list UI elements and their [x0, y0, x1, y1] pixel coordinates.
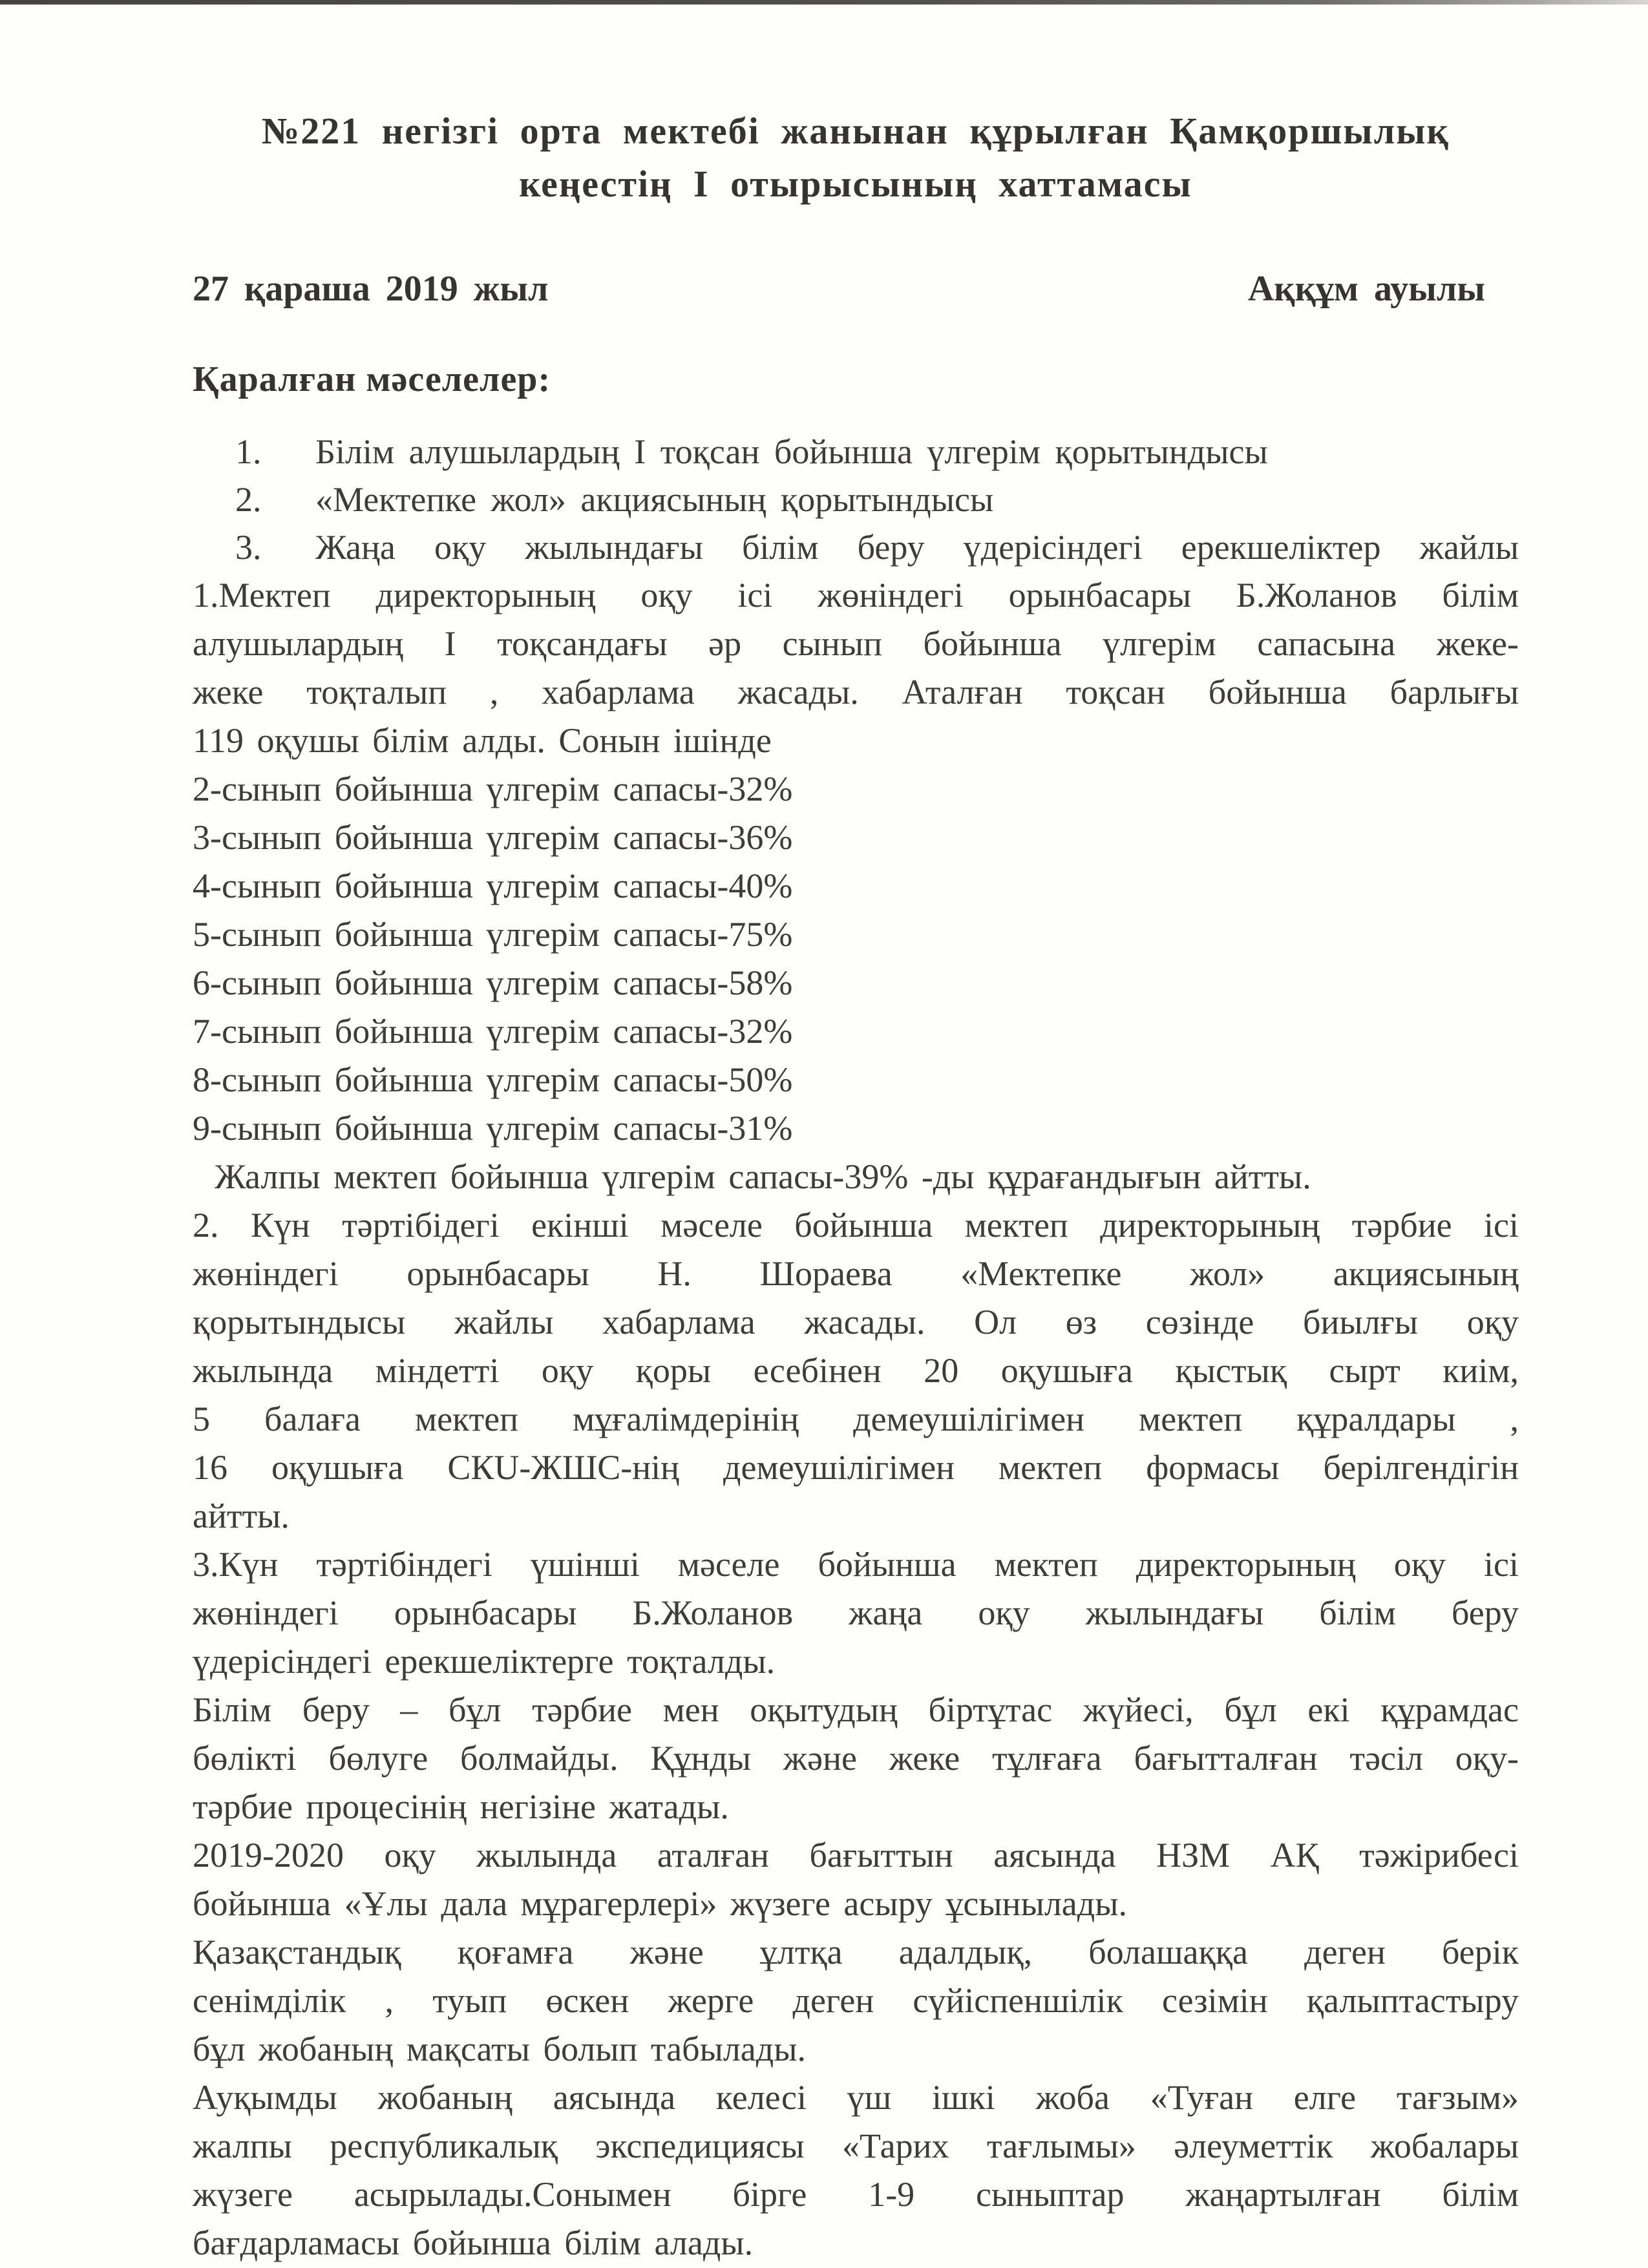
agenda-item: [193, 428, 1519, 476]
text-line: 1.Мектеп директорының оқу ісі жөніндегі орынбасары Б.Жоланов білім: [193, 576, 1519, 614]
text-line: Қазақстандық қоғамға және ұлтқа адалдық, болашаққа деген берік: [193, 1933, 1519, 1971]
text-line: 3.Күн тәртібіндегі үшінші мәселе бойынша мектеп директорының оқу ісі: [193, 1545, 1519, 1584]
scanned-document-page: [193, 0, 1519, 2267]
text-line: Жалпы мектеп бойынша үлгерім сапасы-39% -ды құрағандығын айтты.: [215, 1157, 1311, 1196]
agenda-item-text: Жаңа оқу жылындағы білім беру үдерісіндегі ерекшеліктер жайлы: [315, 528, 1519, 567]
text-line: жылында міндетті оқу қоры есебінен 20 оқушыға қыстық сырт киім,: [193, 1351, 1519, 1390]
text-line: айтты.: [193, 1496, 290, 1535]
document-title: [193, 105, 1519, 211]
text-line: 16 оқушыға СКU-ЖШС-нің демеушілігімен мектеп формасы берілгендігін: [193, 1448, 1519, 1487]
text-line: 9-сынып бойынша үлгерім сапасы-31%: [193, 1109, 793, 1148]
agenda-item: [193, 476, 1519, 523]
text-line: бағдарламасы бойынша білім алады.: [193, 2223, 754, 2262]
text-line: 5-сынып бойынша үлгерім сапасы-75%: [193, 915, 793, 954]
agenda-item-number: 1.: [235, 432, 262, 471]
document-body: [193, 571, 1519, 2267]
text-line: Білім беру – бұл тәрбие мен оқытудың біртұтас жүйесі, бұл екі құрамдас: [193, 1690, 1519, 1729]
text-line: жалпы республикалық экспедициясы «Тарих тағлымы» әлеуметтік жобалары: [193, 2126, 1519, 2165]
text-line: 119 оқушы білім алды. Сонын ішінде: [193, 721, 772, 760]
text-line: бойынша «Ұлы дала мұрагерлері» жүзеге асыру ұсынылады.: [193, 1884, 1128, 1923]
agenda-heading: Қаралған мәселелер:: [193, 359, 551, 399]
document-title-line-1: №221 негізгі орта мектебі жанынан құрылған Қамқоршылық: [262, 110, 1450, 152]
agenda-item: [193, 523, 1519, 571]
agenda-item-text: «Мектепке жол» акциясының қорытындысы: [315, 480, 994, 519]
document-title-line-2: кеңестің І отырысының хаттамасы: [519, 163, 1192, 205]
text-line: Ауқымды жобаның аясында келесі үш ішкі жоба «Туған елге тағзым»: [193, 2078, 1519, 2117]
text-line: жөніндегі орынбасары Н. Шораева «Мектепке жол» акциясының: [193, 1254, 1519, 1293]
text-line: 2. Күн тәртібідегі екінші мәселе бойынша мектеп директорының тәрбие ісі: [193, 1206, 1519, 1244]
text-line: тәрбие процесінің негізіне жатады.: [193, 1787, 729, 1826]
document-date: 27 қараша 2019 жыл: [193, 269, 549, 309]
text-line: 3-сынып бойынша үлгерім сапасы-36%: [193, 818, 793, 857]
text-line: бұл жобаның мақсаты болып табылады.: [193, 2030, 807, 2068]
text-line: сенімділік , туып өскен жерге деген сүйіспеншілік сезімін қалыптастыру: [193, 1981, 1519, 2020]
text-line: жүзеге асырылады.Сонымен бірге 1-9 сыныптар жаңартылған білім: [193, 2175, 1519, 2214]
text-line: 2-сынып бойынша үлгерім сапасы-32%: [193, 770, 793, 808]
document-meta-row: [193, 266, 1519, 311]
text-line: 6-сынып бойынша үлгерім сапасы-58%: [193, 963, 793, 1002]
text-line: 7-сынып бойынша үлгерім сапасы-32%: [193, 1012, 793, 1051]
agenda-item-number: 2.: [235, 480, 262, 519]
text-line: 5 балаға мектеп мұғалімдерінің демеушілігімен мектеп құралдары ,: [193, 1400, 1519, 1438]
agenda-item-number: 3.: [235, 528, 262, 567]
text-line: алушылардың І тоқсандағы әр сынып бойынша үлгерім сапасына жеке-: [193, 624, 1519, 663]
agenda-item-text: Білім алушылардың І тоқсан бойынша үлгерім қорытындысы: [315, 432, 1268, 471]
text-line: 8-сынып бойынша үлгерім сапасы-50%: [193, 1060, 793, 1099]
text-line: бөлікті бөлуге болмайды. Құнды және жеке тұлғаға бағытталған тәсіл оқу-: [193, 1739, 1519, 1778]
text-line: 4-сынып бойынша үлгерім сапасы-40%: [193, 866, 793, 905]
document-location: Аққұм ауылы: [1247, 269, 1485, 309]
text-line: 2019-2020 оқу жылында аталған бағыттын аясында НЗМ АҚ тәжірибесі: [193, 1836, 1519, 1874]
text-line: қорытындысы жайлы хабарлама жасады. Ол өз сөзінде биылғы оқу: [193, 1303, 1519, 1341]
text-line: жөніндегі орынбасары Б.Жоланов жаңа оқу жылындағы білім беру: [193, 1593, 1519, 1632]
agenda-list: [193, 428, 1519, 571]
text-line: үдерісіндегі ерекшеліктерге тоқталды.: [193, 1642, 776, 1681]
text-line: жеке тоқталып , хабарлама жасады. Аталған тоқсан бойынша барлығы: [193, 673, 1519, 711]
